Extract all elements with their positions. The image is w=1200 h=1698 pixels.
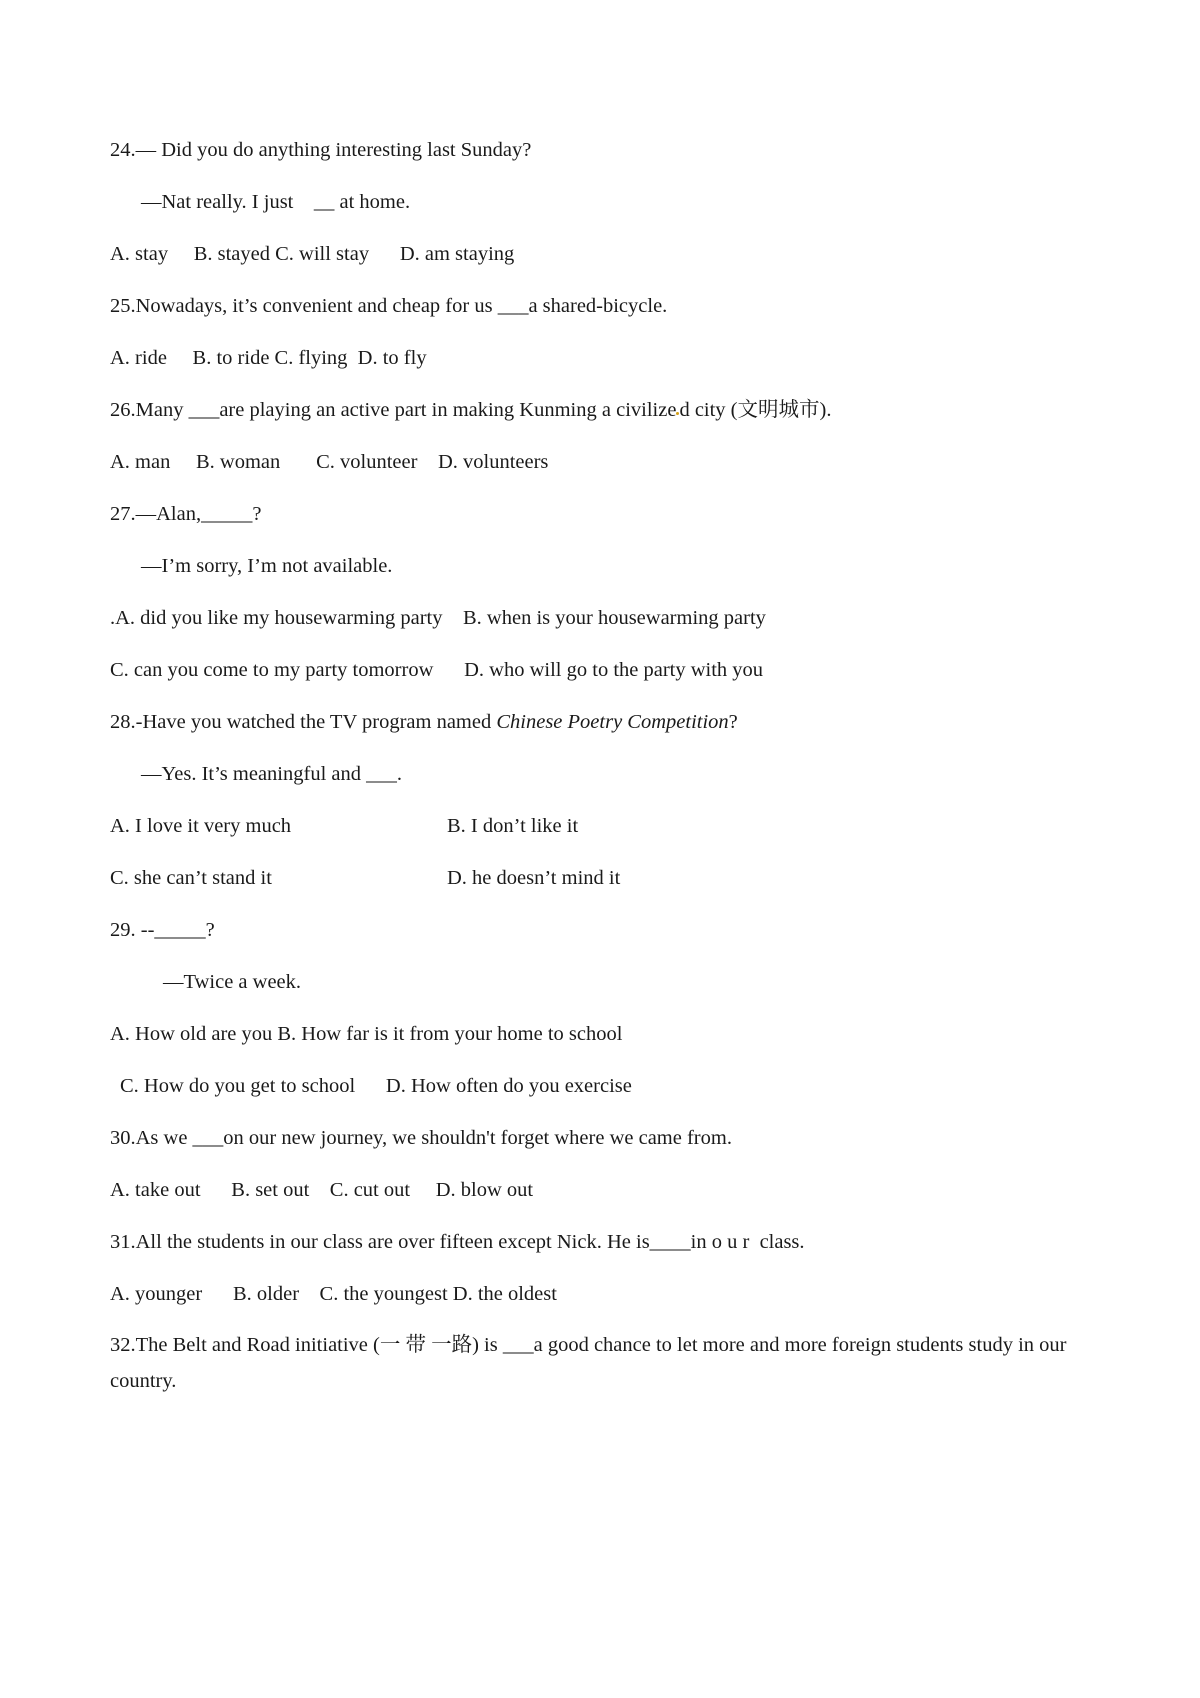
program-title: Chinese Poetry Competition	[496, 711, 729, 733]
question-26-stem-part-2: d city (文明城市).	[679, 399, 832, 421]
question-24-stem: 24.— Did you do anything interesting last Sunday?	[110, 139, 532, 161]
question-29-options-row-1: A. How old are you B. How far is it from your home to school	[110, 1023, 623, 1045]
question-25-stem: 25.Nowadays, it’s convenient and cheap for us ___a shared-bicycle.	[110, 295, 668, 317]
question-27-reply: —I’m sorry, I’m not available.	[141, 555, 393, 577]
question-30-options: A. take out B. set out C. cut out D. blow out	[110, 1179, 534, 1201]
question-24-options: A. stay B. stayed C. will stay D. am staying	[110, 243, 515, 265]
question-26-stem-part-1: 26.Many ___are playing an active part in making Kunming a civilize	[110, 399, 677, 421]
question-26-options: A. man B. woman C. volunteer D. volunteers	[110, 451, 549, 473]
question-28-option-c: C. she can’t stand it	[110, 867, 272, 889]
question-28-option-a: A. I love it very much	[110, 815, 292, 837]
question-30-stem: 30.As we ___on our new journey, we shouldn't forget where we came from.	[110, 1127, 732, 1149]
question-27-stem: 27.—Alan,_____?	[110, 503, 262, 525]
question-28-reply: —Yes. It’s meaningful and ___.	[141, 763, 402, 785]
question-27-options-row-2: C. can you come to my party tomorrow D. who will go to the party with you	[110, 659, 764, 681]
question-28-option-d: D. he doesn’t mind it	[447, 867, 621, 889]
question-32-stem: 32.The Belt and Road initiative (一 带 一路) is ___a good chance to let more and more foreign students study in our country.	[110, 1334, 1067, 1392]
question-28-stem-part-1: 28.-Have you watched the TV program named	[110, 711, 497, 733]
question-25-options: A. ride B. to ride C. flying D. to fly	[110, 347, 427, 369]
question-28-stem	[110, 709, 738, 737]
question-28-option-b: B. I don’t like it	[447, 815, 579, 837]
question-29-reply: —Twice a week.	[163, 971, 302, 993]
question-29-options-row-2: C. How do you get to school D. How often do you exercise	[120, 1075, 632, 1097]
question-29-stem: 29. --_____?	[110, 919, 215, 941]
question-31-stem: 31.All the students in our class are over fifteen except Nick. He is____in o u r class.	[110, 1231, 805, 1253]
question-31-options: A. younger B. older C. the youngest D. the oldest	[110, 1283, 557, 1305]
question-28-stem-part-2: ?	[728, 711, 738, 733]
question-26-stem	[110, 397, 831, 425]
question-27-options-row-1: .A. did you like my housewarming party B. when is your housewarming party	[110, 607, 766, 629]
question-24-reply: —Nat really. I just __ at home.	[141, 191, 411, 213]
